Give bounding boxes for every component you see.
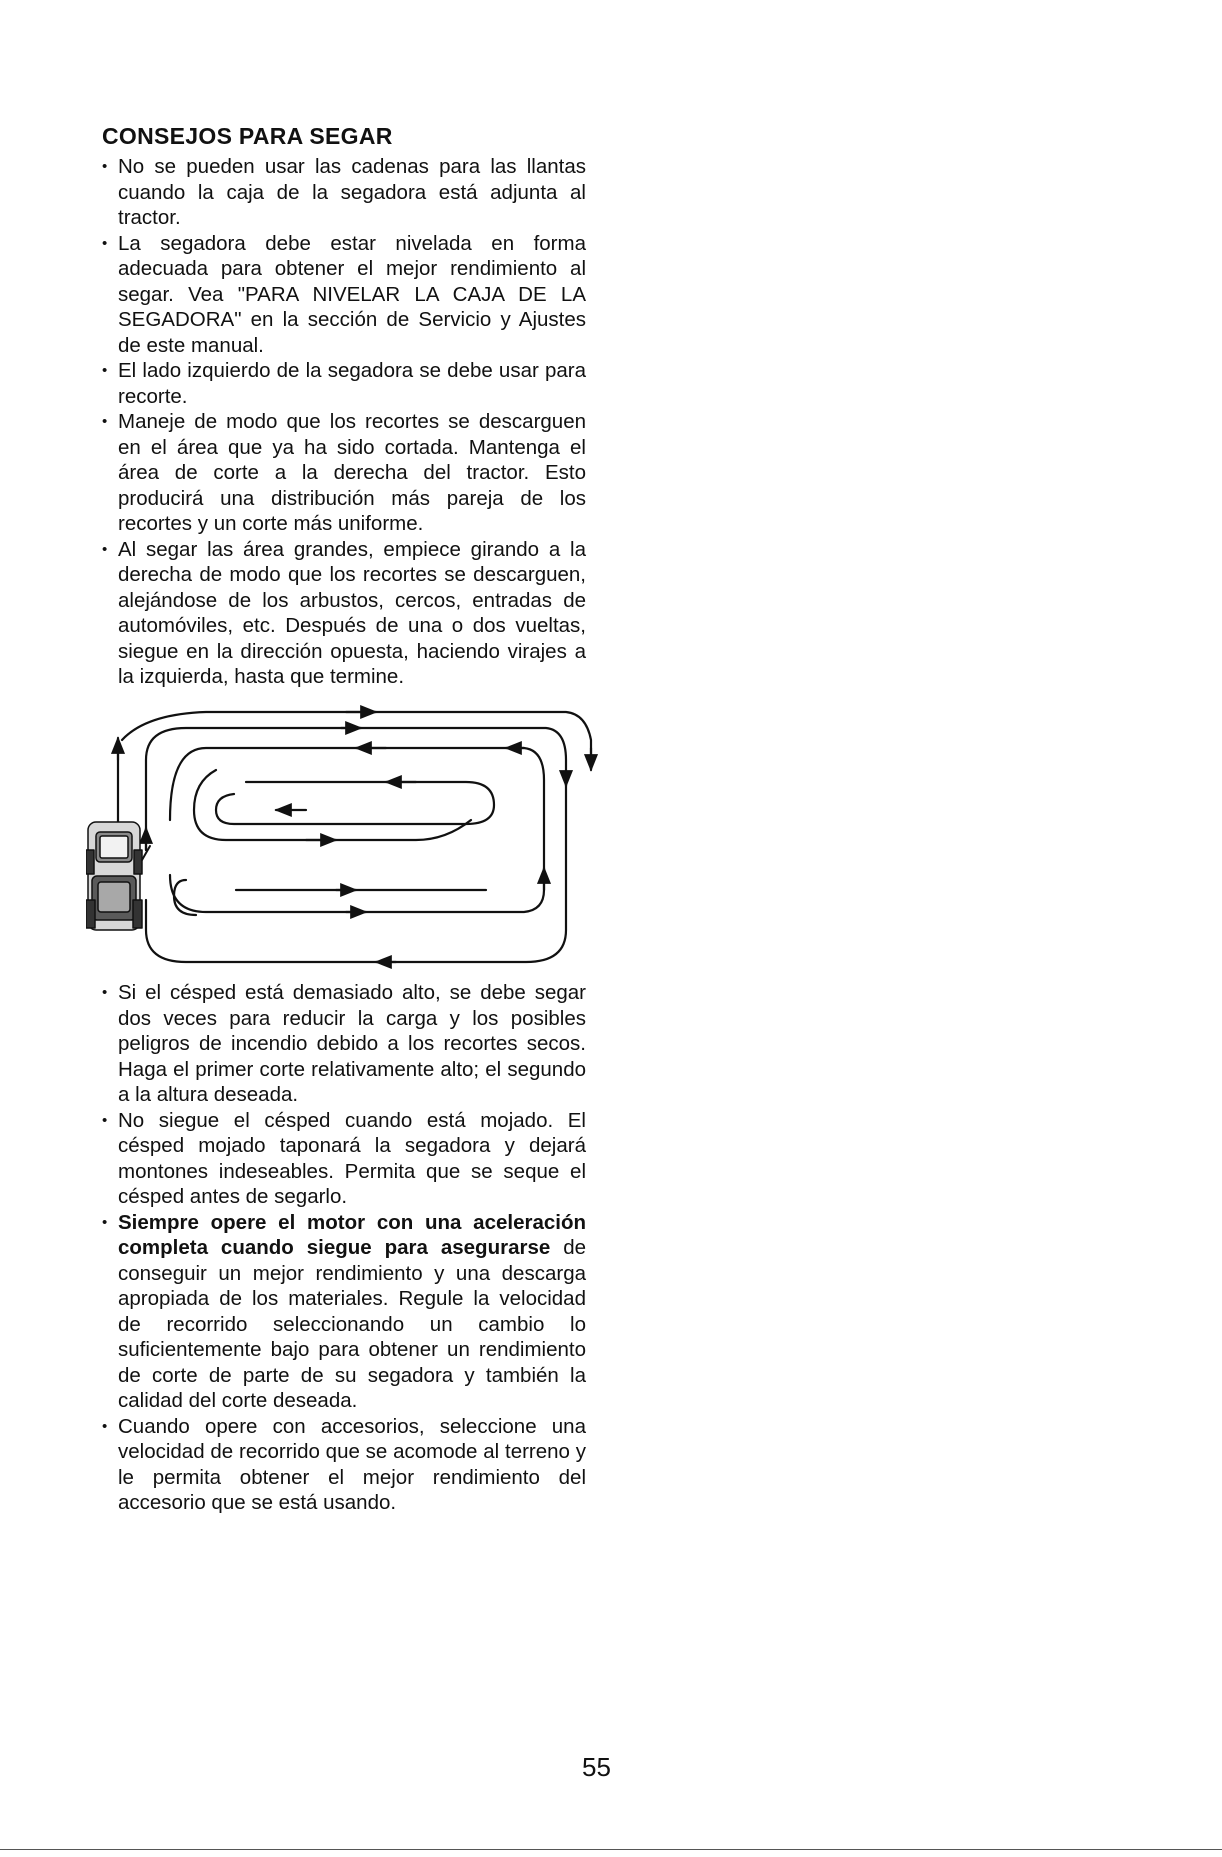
section-heading: CONSEJOS PARA SEGAR xyxy=(102,123,393,149)
tip-item: • No siegue el césped cuando está mojado. El césped mojado taponará la segadora y dejará montones indeseables. Permita que se seque el césped antes de segarlo. xyxy=(100,1108,586,1210)
mowing-pattern-diagram xyxy=(86,700,606,972)
mowing-pattern-svg xyxy=(86,700,606,972)
path-inner-2 xyxy=(216,782,494,824)
path-inner-1 xyxy=(194,770,471,840)
tip-bold-text: Siempre opere el motor con una aceleración completa cuando siegue para asegurarse xyxy=(118,1210,586,1259)
tip-item: • El lado izquierdo de la segadora se debe usar para recorte. xyxy=(100,358,586,409)
path-loop-2 xyxy=(146,728,566,962)
tip-item: • Cuando opere con accesorios, seleccione una velocidad de recorrido que se acomode al terreno y le permita obtener el mejor rendimiento del accesorio que se está usando. xyxy=(100,1414,586,1516)
bottom-rule xyxy=(0,1849,1222,1850)
tips-list-top xyxy=(100,154,586,690)
page-number: 55 xyxy=(582,1752,611,1782)
tip-item: • Maneje de modo que los recortes se descarguen en el área que ya ha sido cortada. Mantenga el área de corte a la derecha del tractor. Esto producirá una distribución más pareja de los recortes y un corte más uniforme. xyxy=(100,409,586,537)
top-text-column xyxy=(100,123,586,690)
tip-item: • Al segar las área grandes, empiece girando a la derecha de modo que los recortes se descarguen, alejándose de los arbustos, cercos, entradas de automóviles, etc. Después de una o dos vueltas, siegue en la dirección opuesta, haciendo virajes a la izquierda, hasta que termine. xyxy=(100,537,586,690)
bottom-text-column xyxy=(100,980,586,1516)
path-outer-top xyxy=(122,712,591,764)
tip-item-throttle xyxy=(100,1210,586,1414)
tip-item: • Si el césped está demasiado alto, se debe segar dos veces para reducir la carga y los posibles peligros de incendio debido a los recortes secos. Haga el primer corte relativamente alto; el segundo a la altura deseada. xyxy=(100,980,586,1108)
tip-item: • La segadora debe estar nivelada en forma adecuada para obtener el mejor rendimiento al segar. Vea "PARA NIVELAR LA CAJA DE LA SEGADORA" en la sección de Servicio y Ajustes de este manual. xyxy=(100,231,586,359)
path-loop-3 xyxy=(170,748,544,912)
tractor-icon xyxy=(86,822,150,930)
tips-list-bottom xyxy=(100,980,586,1516)
tip-text: de conseguir un mejor rendimiento y una descarga apropiada de los materiales. Regule la velocidad de recorrido seleccionando un cambio lo suficientemente bajo para obtener un rendimiento de corte de parte de su segadora y también la calidad del corte deseada. xyxy=(118,1236,586,1412)
tip-item: • No se pueden usar las cadenas para las llantas cuando la caja de la segadora está adjunta al tractor. xyxy=(100,154,586,231)
